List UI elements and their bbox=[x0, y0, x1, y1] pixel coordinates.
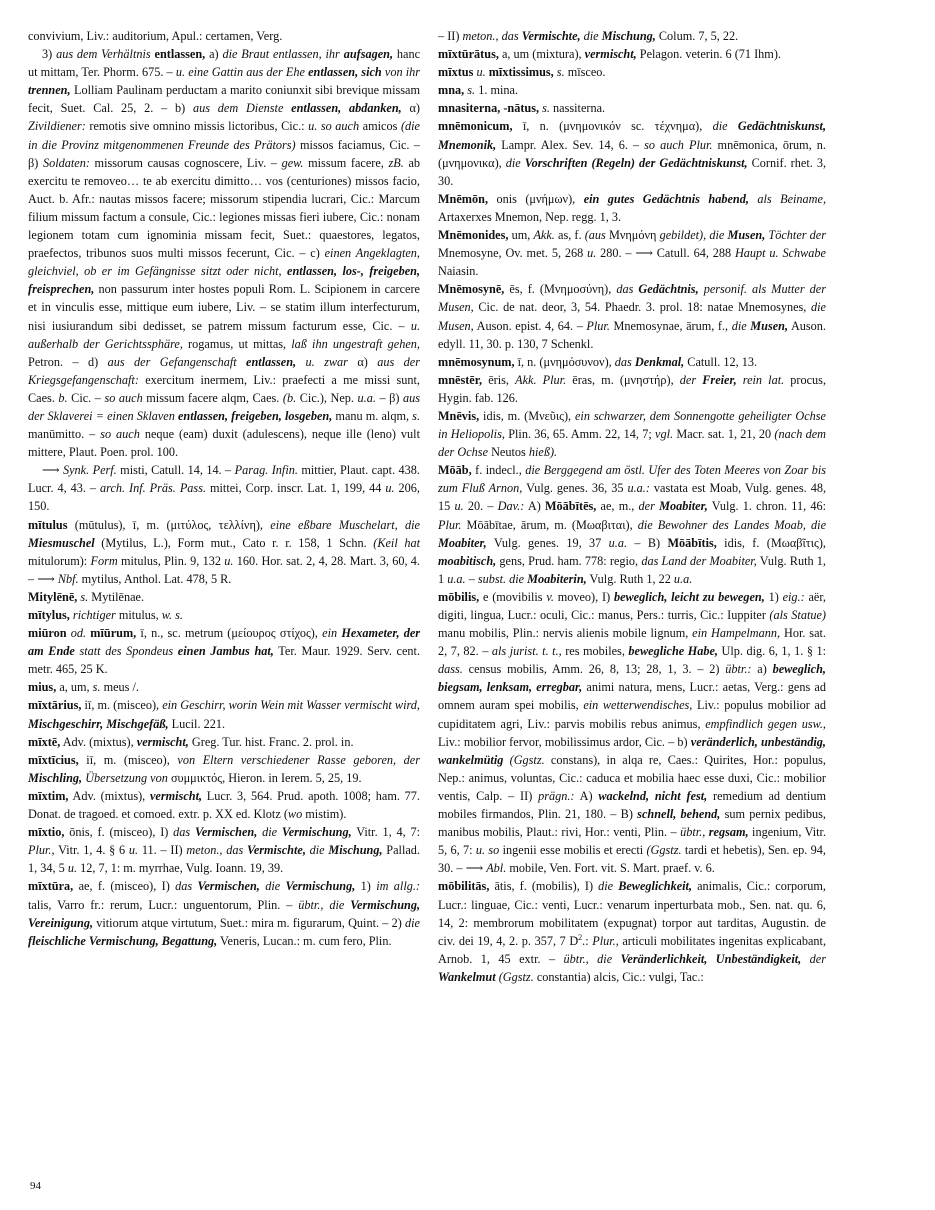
dictionary-entry: mīxtārius, iī, m. (misceo), ein Geschirr, worin Wein mit Wasser vermischt wird, Mischgeschirr, Mischgefäß, Lucil. 221. bbox=[28, 698, 420, 731]
dictionary-entry: mōbilitās, ātis, f. (mobilis), I) die Beweglichkeit, animalis, Cic.: corporum, Lucr.: linguae, Cic.: venti, Lucr.: venarum inperturbata mob., Sen. nat. qu. 6, 14, 2: membrorum mobilitatem (expugnat) torpor aut tarditas, Augustin. de civ. dei 19, 4, 2. p. 357, 7 $D^2$.: Plur., articuli mobilitates ingenitas explicabant, Arnob. 1, 45 extr. – übtr., die Veränderlichkeit, Unbeständigkeit, der Wankelmut (Ggstz. constantia) alcis, Cic.: vulgi, Tac.: bbox=[438, 879, 827, 984]
dictionary-entry: mīxtūra, ae, f. (misceo), I) das Vermischen, die Vermischung, 1) im allg.: talis, Varro fr.: rerum, Lucr.: unguentorum, Plin. – übtr., die Vermischung, Vereinigung, vitiorum atque virtutum, Suet.: mira m. figurarum, Quint. – 2) die fleischliche Vermischung, Begattung, Veneris, Lucan.: m. cum fero, Plin. bbox=[28, 879, 421, 948]
dictionary-entry: Mitylēnē, s. Mytilēnae. bbox=[28, 589, 145, 604]
dictionary-entry: mnēmonicum, ī, n. (μνημονικόν sc. τέχνημα), die Gedächtniskunst, Mnemonik, Lampr. Alex. Sev. 14, 6. – so auch Plur. mnēmonica, ōrum, n. (μνημονικα), die Vorschriften (Regeln) der Gedächtniskunst, Cornif. rhet. 3, 30. bbox=[438, 119, 827, 188]
dictionary-entry: Mnēmonides, um, Akk. as, f. (aus Μνημόνη gebildet), die Musen, Töchter der Mnemosyne, Ov. met. 5, 268 u. 280. – ⟶ Catull. 64, 288 Haupt u. Schwabe Naiasin. bbox=[438, 228, 827, 279]
dictionary-entry: Mnēvis, idis, m. (Μνεῦις), ein schwarzer, dem Sonnengotte geheiligter Ochse in Heliopolis, Plin. 36, 65. Amm. 22, 14, 7; vgl. Macr. sat. 1, 21, 20 (nach dem der Ochse Neutos hieß). bbox=[438, 408, 827, 460]
dictionary-entry: mnēmosynum, ī, n. (μνημόσυνον), das Denkmal, Catull. 12, 13. bbox=[438, 354, 758, 369]
dictionary-entry: Mnēmōn, onis (μνήμων), ein gutes Gedächtnis habend, als Beiname, Artaxerxes Mnemon, Nep. regg. 1, 3. bbox=[438, 191, 827, 224]
right-column bbox=[438, 27, 826, 986]
dictionary-entry: mīxtē, Adv. (mixtus), vermischt, Greg. Tur. hist. Franc. 2. prol. in. bbox=[28, 734, 354, 749]
dictionary-entry: Mōāb, f. indecl., die Berggegend am östl. Ufer des Toten Meeres von Zoar bis zum Fluß Arnon, Vulg. genes. 36, 35 u.a.: vastata est Moab, Vulg. genes. 48, 15 u. 20. – Dav.: A) Mōābītēs, ae, m., der Moabiter, Vulg. 1. chron. 11, 46: Plur. Mōābītae, ārum, m. (Μωαβιται), die Bewohner des Landes Moab, die Moabiter, Vulg. genes. 19, 37 u.a. – B) Mōābītis, idis, f. (Μωαβῖτις), moabitisch, gens, Prud. ham. 778: regio, das Land der Moabiter, Vulg. Ruth 1, 1 u.a. – subst. die Moabiterin, Vulg. Ruth 1, 22 u.a. bbox=[438, 463, 827, 586]
dictionary-entry: miūron od. mīūrum, ī, n., sc. metrum (μείουρος στίχος), ein Hexameter, der am Ende statt des Spondeus einen Jambus hat, Ter. Maur. 1929. Serv. cent. metr. 465, 25 K. bbox=[28, 626, 421, 677]
dictionary-entry: mnēstēr, ēris, Akk. Plur. ēras, m. (μνηστήρ), der Freier, rein lat. procus, Hygin. fab. 126. bbox=[438, 372, 827, 405]
dictionary-entry: mius, a, um, s. meus /. bbox=[28, 680, 139, 695]
dictionary-entry: mīxtus u. mīxtissimus, s. mīsceo. bbox=[438, 65, 606, 80]
dictionary-entry: mnasiterna, -nātus, s. nassiterna. bbox=[438, 101, 606, 116]
dictionary-entry: Mnēmosynē, ēs, f. (Μνημοσύνη), das Gedächtnis, personif. als Mutter der Musen, Cic. de nat. deor, 3, 54. Phaedr. 3. prol. 18: natae Mnemosynes, die Musen, Auson. epist. 4, 64. – Plur. Mnemosynae, ārum, f., die Musen, Auson. edyll. 11, 30. p. 130, 7 Schenkl. bbox=[438, 282, 827, 351]
dictionary-entry: mna, s. 1. mina. bbox=[438, 83, 518, 98]
dictionary-entry: mīxtūrātus, a, um (mixtura), vermischt, Pelagon. veterin. 6 (71 Ihm). bbox=[438, 47, 781, 62]
dictionary-entry: mīxtīcius, iī, m. (misceo), von Eltern verschiedener Rasse geboren, der Mischling, Übersetzung von συμμικτός, Hieron. in Ierem. 5, 25, 19. bbox=[28, 752, 420, 785]
dictionary-entry: convivium, Liv.: auditorium, Apul.: certamen, Verg. bbox=[28, 29, 283, 43]
dictionary-entry: mīxtio, ōnis, f. (misceo), I) das Vermischen, die Vermischung, Vitr. 1, 4, 7: Plur., Vitr. 1, 4. § 6 u. 11. – II) meton., das Vermischte, die Mischung, Pallad. 1, 34, 5 u. 12, 7, 1: m. myrrhae, Vulg. Ioann. 19, 39. bbox=[28, 825, 420, 876]
page-number: 94 bbox=[30, 1180, 41, 1192]
dictionary-entry: 3) aus dem Verhältnis entlassen, a) die Braut entlassen, ihr aufsagen, hanc ut mittam, Ter. Phorm. 675. – u. eine Gattin aus der Ehe entlassen, sich von ihr trennen, Lolliam Paulinam perductam a marito coniunxit sibi brevique missam fecit, Suet. Cal. 25, 2. – b) aus dem Dienste entlassen, abdanken, α) Zivildiener: remotis sive omnino missis lictoribus, Cic.: u. so auch amicos (die in die Provinz mitgenommenen Freunde des Prätors) missos faciamus, Cic. – β) Soldaten: missorum causas cognoscere, Liv. – gew. missum facere, zB. ab exercitu te removeo… te ab exercitu dimitto… vos (centuriones) missos facio, Auct. b. Afr.: nautas missos facere; missorum stipendia lucrari, Cic.: Marcum filium missum factum a consule, Cic.: legiones missas fieri iubere, Cic.: nonam legionem totam cum ignominia missam fecit, Suet.: quaestores, legatos, praefectos, tribunos suos multi missos fecerunt, Cic. – c) einen Angeklagten, gleichviel, ob er im Gefängnisse sitzt oder nicht, entlassen, los-, freigeben, freisprechen, non passurum inter hostes populi Rom. L. Scipionem in carcere et in vinculis esse, mittique eum iubere, Liv. – se statim illum interfecturum, nisi iusiurandum sibi dedisset, se patrem missum facturum esse, Cic. – u. außerhalb der Gerichtssphäre, rogamus, ut mittas, laß ihn ungestraft gehen, Petron. – d) aus der Gefangenschaft entlassen, u. zwar α) aus der Kriegsgefangenschaft: exercitum inermem, Liv.: praefecti a me missi sunt, Caes. b. Cic. – so auch missum facere alqm, Caes. (b. Cic.), Nep. u.a. – β) aus der Sklaverei = einen Sklaven entlassen, freigeben, losgeben, manu m. alqm, s. manūmitto. – so auch neque (eam) duxit (adulescens), neque ille (leno) vult mittere, Plaut. Poen. prol. 100. bbox=[28, 47, 421, 460]
left-column bbox=[28, 27, 420, 950]
dictionary-entry: mītylus, richtiger mitulus, w. s. bbox=[28, 608, 183, 622]
dictionary-entry: ⟶ Synk. Perf. misti, Catull. 14, 14. – Parag. Infin. mittier, Plaut. capt. 438. Lucr. 4, 43. – arch. Inf. Präs. Pass. mittei, Corp. inscr. Lat. 1, 199, 44 u. 206, 150. bbox=[28, 463, 420, 514]
dictionary-entry: mītulus (mūtulus), ī, m. (μιτύλος, τελλίνη), eine eßbare Muschelart, die Miesmuschel (Mytilus, L.), Form mut., Cato r. r. 158, 1 Schn. (Keil hat mitulorum): Form mitulus, Plin. 9, 132 u. 160. Hor. sat. 2, 4, 28. Mart. 3, 60, 4. – ⟶ Nbf. mytilus, Anthol. Lat. 478, 5 R. bbox=[28, 517, 420, 586]
dictionary-entry: – II) meton., das Vermischte, die Mischung, Colum. 7, 5, 22. bbox=[438, 29, 739, 43]
dictionary-entry: mōbilis, e (movibilis v. moveo), I) beweglich, leicht zu bewegen, 1) eig.: aër, digiti, lingua, Lucr.: oculi, Cic.: manus, Pers.: turris, Cic.: Iuppiter (als Statue) manu mobilis, Plin.: nervis alienis mobile lignum, ein Hampelmann, Hor. sat. 2, 7, 82. – als jurist. t. t., res mobiles, bewegliche Habe, Ulp. dig. 6, 1, 1. § 1: dass. census mobilis, Amm. 26, 8, 13; 28, 1, 3. – 2) übtr.: a) beweglich, biegsam, lenksam, erregbar, animi natura, mens, Lucr.: aetas, Verg.: gens ad omnem auram spei mobilis, ein wetterwendisches, Liv.: populus mobilior ad cupiditatem agri, Liv.: parvis mobilis rebus animus, empfindlich gegen usw., Liv.: mobilior fervor, mobilissimus ardor, Cic. – b) veränderlich, unbeständig, wankelmütig (Ggstz. constans), in alqa re, Caes.: Quirites, Hor.: populus, Nep.: animus, voluntas, Cic.: caduca et mobilia haec esse duxi, Cic.: mobilior ventis, Calp. – II) prägn.: A) wackelnd, nicht fest, remedium ad dentium mobiles firmandos, Plin. 21, 180. – B) schnell, behend, sum pernix pedibus, manibus mobilis, Plaut.: rivi, Hor.: venti, Plin. – übtr., regsam, ingenium, Vitr. 5, 6, 7: u. so ingenii esse mobilis et erecti (Ggstz. tardi et hebetis), Sen. ep. 94, 30. – ⟶ Abl. mobile, Ven. Fort. vit. S. Mart. praef. v. 6. bbox=[438, 589, 827, 876]
dictionary-entry: mīxtim, Adv. (mixtus), vermischt, Lucr. 3, 564. Prud. apoth. 1008; ham. 77. Donat. de tragoed. et comoed. extr. p. XX ed. Klotz (wo mistim). bbox=[28, 788, 420, 822]
